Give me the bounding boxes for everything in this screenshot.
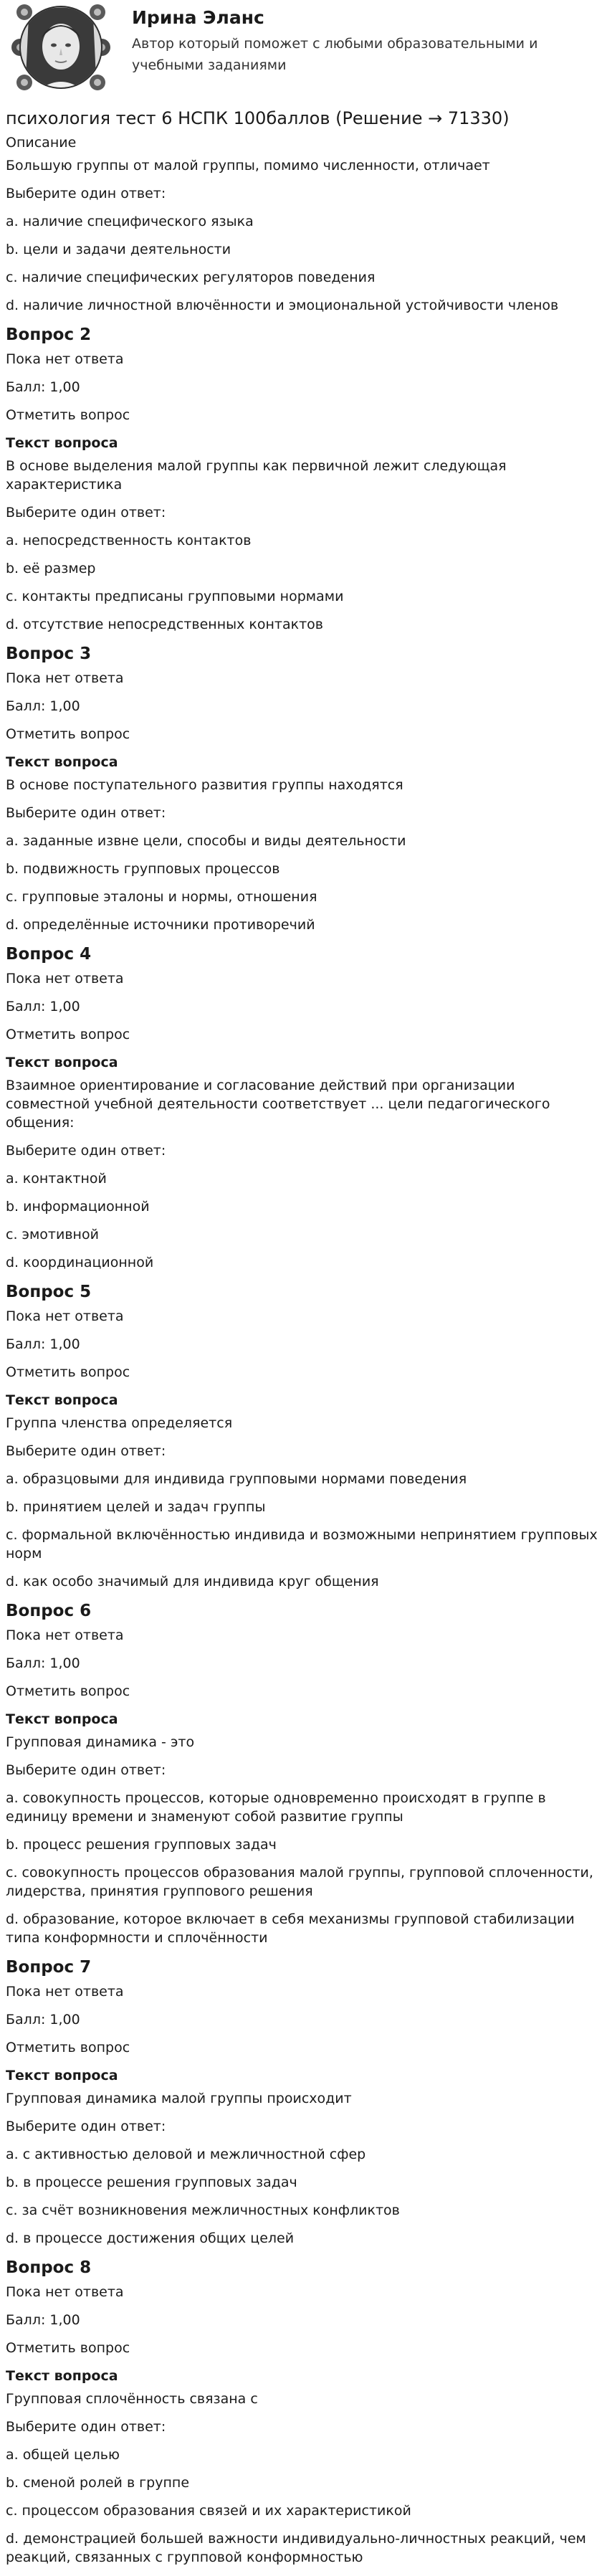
question-7-choose-label: Выберите один ответ: [6, 2119, 166, 2134]
question-2-text-label: Текст вопроса [6, 435, 118, 451]
question-3-option-d[interactable]: d. определённые источники противоречий [6, 917, 315, 933]
question-8-choose-label: Выберите один ответ: [6, 2419, 166, 2435]
question-7-status: Пока нет ответа [6, 1984, 124, 2000]
question-1-option-c[interactable]: c. наличие специфических регуляторов поведения [6, 270, 376, 285]
question-7-score: Балл: 1,00 [6, 2012, 80, 2028]
question-6-option-c[interactable]: c. совокупность процессов образования малой группы, групповой сплоченности, лидерства, принятия группового решения [6, 1865, 593, 1899]
question-4-flag-link[interactable]: Отметить вопрос [6, 1027, 130, 1042]
question-block-3 [6, 643, 601, 934]
question-4-status: Пока нет ответа [6, 971, 124, 987]
question-7-option-c[interactable]: c. за счёт возникновения межличностных конфликтов [6, 2202, 400, 2218]
question-8-option-b[interactable]: b. сменой ролей в группе [6, 2475, 190, 2491]
question-7-option-b[interactable]: b. в процессе решения групповых задач [6, 2175, 297, 2190]
question-7-option-d[interactable]: d. в процессе достижения общих целей [6, 2230, 295, 2246]
question-7-title: Вопрос 7 [6, 1958, 92, 1977]
question-2-flag-link[interactable]: Отметить вопрос [6, 407, 130, 423]
question-4-text-label: Текст вопроса [6, 1055, 118, 1070]
question-5-flag-link[interactable]: Отметить вопрос [6, 1364, 130, 1380]
question-5-option-b[interactable]: b. принятием целей и задач группы [6, 1499, 266, 1515]
question-2-score: Балл: 1,00 [6, 379, 80, 395]
question-block-6 [6, 1600, 601, 1947]
author-name[interactable]: Ирина Эланс [132, 7, 264, 28]
question-4-option-a[interactable]: a. контактной [6, 1171, 107, 1187]
question-6-option-d[interactable]: d. образование, которое включает в себя механизмы групповой стабилизации типа конформности и сплочённости [6, 1911, 575, 1946]
question-1-choose-label: Выберите один ответ: [6, 186, 166, 201]
question-5-option-c[interactable]: c. формальной включённостью индивида и возможными непринятием групповых норм [6, 1527, 598, 1562]
question-2-choose-label: Выберите один ответ: [6, 505, 166, 521]
description-label: Описание [6, 135, 77, 151]
question-4-option-b[interactable]: b. информационной [6, 1199, 150, 1215]
question-3-flag-link[interactable]: Отметить вопрос [6, 726, 130, 742]
question-7-flag-link[interactable]: Отметить вопрос [6, 2040, 130, 2055]
question-8-text-label: Текст вопроса [6, 2368, 118, 2384]
question-block-2 [6, 324, 601, 634]
author-avatar [7, 2, 115, 92]
document-title: психология тест 6 НСПК 100баллов (Решение → 71330) [6, 108, 510, 128]
question-4-score: Балл: 1,00 [6, 999, 80, 1014]
question-3-choose-label: Выберите один ответ: [6, 805, 166, 821]
question-6-text: Групповая динамика - это [6, 1734, 195, 1750]
question-8-option-d[interactable]: d. демонстрацией большей важности индивидуально-личностных реакций, чем реакций, связанных с групповой конформностью [6, 2531, 586, 2565]
question-6-text-label: Текст вопроса [6, 1711, 118, 1727]
question-2-option-d[interactable]: d. отсутствие непосредственных контактов [6, 617, 324, 632]
question-6-option-b[interactable]: b. процесс решения групповых задач [6, 1837, 277, 1853]
question-8-text: Групповая сплочённость связана с [6, 2391, 258, 2407]
question-2-status: Пока нет ответа [6, 351, 124, 367]
document-content [6, 105, 601, 2576]
question-5-text-label: Текст вопроса [6, 1392, 118, 1408]
question-1-option-d[interactable]: d. наличие личностной влючённости и эмоциональной устойчивости членов [6, 298, 559, 313]
question-5-title: Вопрос 5 [6, 1283, 92, 1301]
questions-list [6, 324, 601, 2567]
question-8-option-a[interactable]: a. общей целью [6, 2447, 120, 2463]
question-1-text: Большую группы от малой группы, помимо численности, отличает [6, 158, 490, 174]
question-8-status: Пока нет ответа [6, 2284, 124, 2300]
question-6-option-a[interactable]: a. совокупность процессов, которые одновременно происходят в группе в единицу времени и знаменуют собой развитие группы [6, 1790, 546, 1825]
author-header [0, 0, 607, 100]
question-8-title: Вопрос 8 [6, 2258, 92, 2277]
author-description: Автор который поможет с любыми образовательными и учебными заданиями [132, 36, 538, 73]
question-4-title: Вопрос 4 [6, 945, 92, 964]
question-block-5 [6, 1281, 601, 1591]
question-1-option-b[interactable]: b. цели и задачи деятельности [6, 242, 231, 257]
question-6-status: Пока нет ответа [6, 1627, 124, 1643]
question-6-title: Вопрос 6 [6, 1602, 92, 1620]
question-5-text: Группа членства определяется [6, 1415, 233, 1431]
question-1-option-a[interactable]: a. наличие специфического языка [6, 214, 254, 229]
question-3-option-a[interactable]: a. заданные извне цели, способы и виды деятельности [6, 833, 406, 849]
question-4-option-c[interactable]: c. эмотивной [6, 1227, 99, 1242]
question-4-text: Взаимное ориентирование и согласование действий при организации совместной учебной деятельности соответствует ... цели педагогического общения: [6, 1078, 550, 1131]
question-3-text: В основе поступательного развития группы находятся [6, 777, 403, 793]
question-8-score: Балл: 1,00 [6, 2312, 80, 2328]
question-6-flag-link[interactable]: Отметить вопрос [6, 1683, 130, 1699]
question-6-choose-label: Выберите один ответ: [6, 1762, 166, 1778]
question-5-option-d[interactable]: d. как особо значимый для индивида круг общения [6, 1574, 379, 1589]
question-2-option-b[interactable]: b. её размер [6, 561, 96, 576]
question-3-status: Пока нет ответа [6, 670, 124, 686]
question-3-option-b[interactable]: b. подвижность групповых процессов [6, 861, 280, 877]
question-block-7 [6, 1957, 601, 2248]
question-5-option-a[interactable]: a. образцовыми для индивида групповыми нормами поведения [6, 1471, 467, 1487]
question-5-status: Пока нет ответа [6, 1308, 124, 1324]
question-8-option-c[interactable]: c. процессом образования связей и их характеристикой [6, 2503, 411, 2519]
question-2-option-a[interactable]: a. непосредственность контактов [6, 533, 252, 548]
question-2-title: Вопрос 2 [6, 325, 92, 344]
question-4-choose-label: Выберите один ответ: [6, 1143, 166, 1159]
question-block-4 [6, 944, 601, 1272]
question-8-flag-link[interactable]: Отметить вопрос [6, 2340, 130, 2356]
question-6-score: Балл: 1,00 [6, 1655, 80, 1671]
question-5-score: Балл: 1,00 [6, 1336, 80, 1352]
question-3-text-label: Текст вопроса [6, 754, 118, 770]
question-2-option-c[interactable]: c. контакты предписаны групповыми нормами [6, 589, 344, 604]
question-7-text: Групповая динамика малой группы происходит [6, 2091, 352, 2106]
question-7-text-label: Текст вопроса [6, 2068, 118, 2083]
question-3-option-c[interactable]: c. групповые эталоны и нормы, отношения [6, 889, 317, 905]
question-3-score: Балл: 1,00 [6, 698, 80, 714]
question-3-title: Вопрос 3 [6, 645, 92, 663]
question-block-8 [6, 2257, 601, 2567]
question-5-choose-label: Выберите один ответ: [6, 1443, 166, 1459]
question-7-option-a[interactable]: a. с активностью деловой и межличностной сфер [6, 2147, 366, 2162]
question-2-text: В основе выделения малой группы как первичной лежит следующая характеристика [6, 458, 507, 493]
question-4-option-d[interactable]: d. координационной [6, 1255, 154, 1270]
